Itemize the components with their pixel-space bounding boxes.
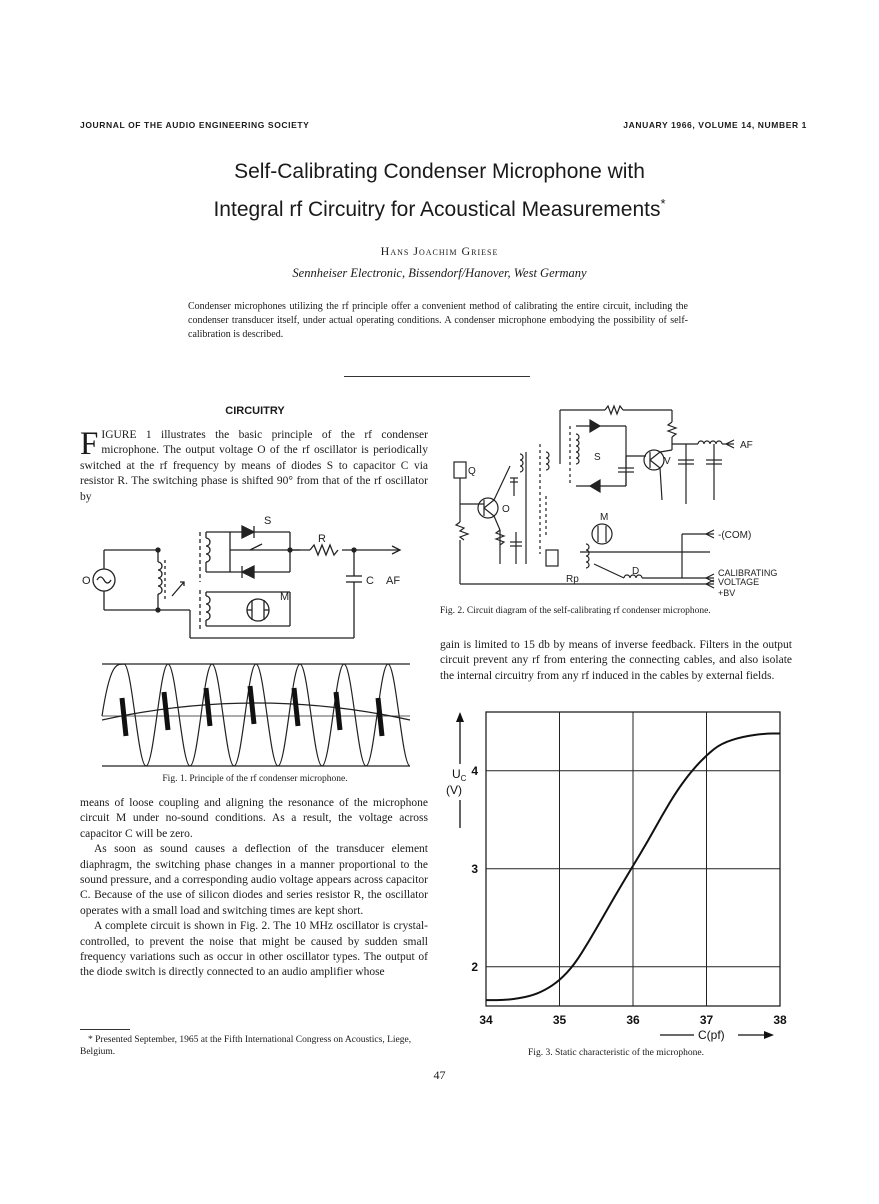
fig2-label-s: S <box>594 452 601 463</box>
fig2-label-q: Q <box>468 466 476 477</box>
fig2-label-rp: Rp <box>566 574 579 585</box>
paragraph-2: means of loose coupling and aligning the resonance of the microphone circuit M under no-sound conditions. As a result, the voltage across capacitor C will be zero. <box>80 797 428 840</box>
fig2-label-o: O <box>502 504 510 515</box>
body-text-left <box>80 796 428 981</box>
x-axis-label: C(pf) <box>698 1028 725 1042</box>
y-axis-label: $U_C$ <box>452 767 467 783</box>
fig1-label-o: O <box>82 575 91 587</box>
fig1-circuit-diagram <box>80 512 430 647</box>
paragraph-3: As soon as sound causes a deflection of the transducer element diaphragm, the switching phase changes in a manner proportional to the sound pressure, and a corresponding audio voltage appears across capacitor C. Because of the use of silicon diodes and series resistor R, the oscillator operates with a small load and switching times are kept short. <box>80 843 428 917</box>
fig2-label-m: M <box>600 512 609 523</box>
x-tick-labels <box>479 1013 787 1027</box>
paragraph-1: IGURE 1 illustrates the basic principle of the rf condenser microphone. The output voltage O of the rf oscillator is periodically switched at the rf frequency by means of diodes S to capacitor C via resistor R. The switching phase is shifted 90° from that of the rf oscillator by <box>80 429 428 503</box>
x-tick-label: 38 <box>773 1013 787 1027</box>
y-axis-unit: (V) <box>446 783 462 797</box>
fig2-label-calibrating: CALIBRATING <box>718 568 778 578</box>
footnote: * Presented September, 1965 at the Fifth International Congress on Acoustics, Liege, Belgium. <box>80 1035 412 1057</box>
affiliation: Sennheiser Electronic, Bissendorf/Hanover, West Germany <box>292 266 587 280</box>
footnote-rule <box>80 1029 130 1030</box>
fig2-circuit-diagram <box>450 404 800 604</box>
fig2-label-v: V <box>664 456 671 467</box>
fig2-label-com: -(COM) <box>718 530 752 541</box>
paragraph-4: A complete circuit is shown in Fig. 2. The 10 MHz oscillator is crystal-controlled, to prevent the noise that might be caused by sudden small frequency variations such as occur in other oscillator types. The output of the diode switch is directly connected to an audio amplifier whose <box>80 920 428 979</box>
fig1-label-af: AF <box>386 575 401 587</box>
issue-info: JANUARY 1966, VOLUME 14, NUMBER 1 <box>623 120 807 130</box>
body-text-intro <box>80 428 428 505</box>
x-tick-label: 35 <box>552 1013 567 1027</box>
fig1-label-m: M <box>280 591 290 603</box>
title-line-1: Self-Calibrating Condenser Microphone with <box>234 160 645 183</box>
page-number: 47 <box>433 1068 446 1082</box>
title-line-2: Integral rf Circuitry for Acoustical Measurements <box>213 198 661 221</box>
fig2-label-voltage: VOLTAGE <box>718 577 760 587</box>
fig1-label-r: R <box>318 533 326 545</box>
chart-grid <box>486 712 780 1006</box>
x-axis-arrowhead <box>764 1031 774 1039</box>
author: Hans Joachim Griese <box>380 244 499 258</box>
y-tick-label: 4 <box>471 763 478 778</box>
fig3-chart <box>438 704 798 1048</box>
right-paragraph-1: gain is limited to 15 db by means of inverse feedback. Filters in the output circuit prevent any rf from entering the connecting cables, and also isolate the internal circuitry from any rf induced in the cables by external fields. <box>440 639 792 682</box>
drop-cap: F <box>80 426 99 462</box>
y-tick-label: 3 <box>471 861 478 876</box>
x-tick-label: 34 <box>479 1013 493 1027</box>
x-tick-label: 36 <box>626 1013 640 1027</box>
journal-name: JOURNAL OF THE AUDIO ENGINEERING SOCIETY <box>80 120 310 130</box>
x-tick-label: 37 <box>699 1013 714 1027</box>
section-heading: CIRCUITRY <box>225 405 285 417</box>
paper-title <box>0 156 879 226</box>
fig1-waveform <box>80 656 430 774</box>
fig3-caption: Fig. 3. Static characteristic of the microphone. <box>528 1048 704 1058</box>
y-tick-label: 2 <box>471 959 478 974</box>
divider <box>344 376 530 377</box>
y-axis-arrowhead <box>456 712 464 722</box>
abstract: Condenser microphones utilizing the rf principle offer a convenient method of calibrating the entire circuit, including the condenser transducer itself, under actual operating conditions. A condenser microphone embodying the possibility of self-calibration is described. <box>188 301 688 340</box>
body-text-right <box>440 638 792 684</box>
title-footnote-mark: * <box>660 196 666 211</box>
fig2-label-d: D <box>632 566 640 577</box>
fig2-label-af: AF <box>740 440 753 451</box>
fig1-label-c: C <box>366 575 374 587</box>
y-tick-labels <box>471 764 478 974</box>
fig2-caption: Fig. 2. Circuit diagram of the self-calibrating rf condenser microphone. <box>440 606 711 616</box>
fig1-label-s: S <box>264 515 272 527</box>
fig1-caption: Fig. 1. Principle of the rf condenser microphone. <box>162 774 348 784</box>
fig2-label-bv: +BV <box>718 588 736 598</box>
